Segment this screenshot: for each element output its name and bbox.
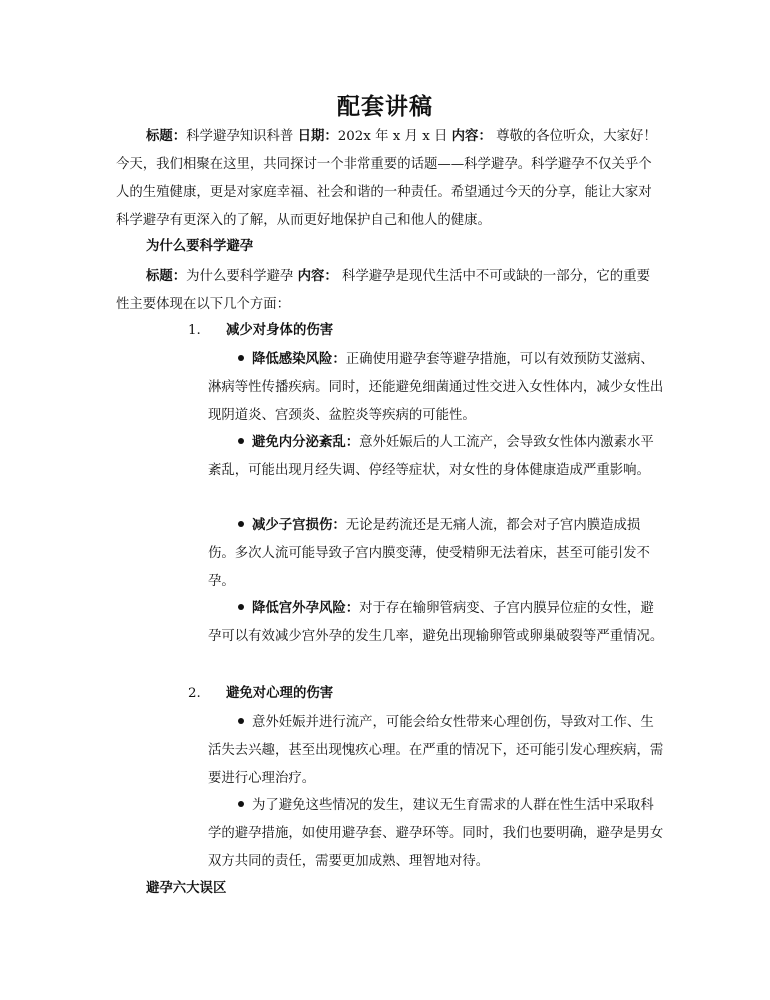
- bullet-text: 为了避免这些情况的发生，建议无生育需求的人群在性生活中采取科学的避孕措施，如使用避孕套、避孕环等。同时，我们也要明确，避孕是男女双方共同的责任，需要更加成熟、理智地对待。: [208, 798, 664, 869]
- bullet-text: 意外妊娠后的人工流产，会导致女性体内激素水平紊乱，可能出现月经失调、停经等症状，对女性的身体健康造成严重影响。: [208, 435, 654, 478]
- numbered-item: [188, 683, 333, 704]
- bullet-item: [208, 708, 664, 793]
- numbered-item: [188, 320, 333, 341]
- bullet-text: 对于存在输卵管病变、子宫内膜异位症的女性，避孕可以有效减少宫外孕的发生几率，避免出现输卵管或卵巢破裂等严重情况。: [208, 601, 664, 644]
- bullet-icon: [238, 521, 244, 527]
- bullet-icon: [238, 355, 244, 361]
- section1-title-value: 为什么要科学避孕: [186, 269, 298, 284]
- bullet-item: [208, 791, 664, 876]
- intro-paragraph: [116, 122, 662, 235]
- intro-title-value: 科学避孕知识科普: [186, 129, 298, 144]
- item-number: 1.: [188, 323, 201, 338]
- section-heading-why: 为什么要科学避孕: [146, 238, 254, 254]
- bullet-item: [208, 594, 664, 651]
- bullet-icon: [238, 801, 244, 807]
- bullet-item: [208, 511, 664, 596]
- intro-date-label: 日期：: [297, 128, 338, 144]
- intro-content-label: 内容：: [451, 128, 492, 144]
- bullet-bold: 减少子宫损伤：: [252, 517, 346, 533]
- bullet-icon: [238, 438, 244, 444]
- intro-date-value: 202x 年 x 月 x 日: [337, 129, 452, 144]
- bullet-item: [208, 428, 664, 485]
- section1-content-label: 内容：: [297, 268, 338, 284]
- bullet-icon: [238, 604, 244, 610]
- intro-content-text: 尊敬的各位听众，大家好！今天，我们相聚在这里，共同探讨一个非常重要的话题——科学避孕。科学避孕不仅关乎个人的生殖健康，更是对家庭幸福、社会和谐的一种责任。希望通过今天的分享，能让大家对科学避孕有更深入的了解，从而更好地保护自己和他人的健康。: [116, 129, 657, 228]
- page-title: 配套讲稿: [337, 93, 433, 120]
- bullet-bold: 避免内分泌紊乱：: [252, 434, 360, 450]
- section1-paragraph: [116, 262, 662, 319]
- bullet-text: 正确使用避孕套等避孕措施，可以有效预防艾滋病、淋病等性传播疾病。同时，还能避免细菌通过性交进入女性体内，减少女性出现阴道炎、宫颈炎、盆腔炎等疾病的可能性。: [208, 352, 664, 423]
- bullet-item: [208, 345, 664, 430]
- item-label: 避免对心理的伤害: [226, 685, 334, 701]
- bullet-bold: 降低宫外孕风险：: [252, 600, 360, 616]
- section1-content-text: 科学避孕是现代生活中不可或缺的一部分，它的重要性主要体现在以下几个方面：: [116, 269, 650, 312]
- bullet-text: 意外妊娠并进行流产，可能会给女性带来心理创伤，导致对工作、生活失去兴趣，甚至出现愧疚心理。在严重的情况下，还可能引发心理疾病，需要进行心理治疗。: [208, 715, 664, 786]
- bullet-text: 无论是药流还是无痛人流，都会对子宫内膜造成损伤。多次人流可能导致子宫内膜变薄，使受精卵无法着床，甚至可能引发不孕。: [208, 518, 650, 589]
- bullet-icon: [238, 718, 244, 724]
- section1-title-label: 标题：: [146, 268, 187, 284]
- bullet-bold: 降低感染风险：: [252, 351, 346, 367]
- item-label: 减少对身体的伤害: [226, 322, 334, 338]
- intro-title-label: 标题：: [146, 128, 187, 144]
- item-number: 2.: [188, 686, 201, 701]
- section-heading-myths: 避孕六大误区: [146, 880, 227, 896]
